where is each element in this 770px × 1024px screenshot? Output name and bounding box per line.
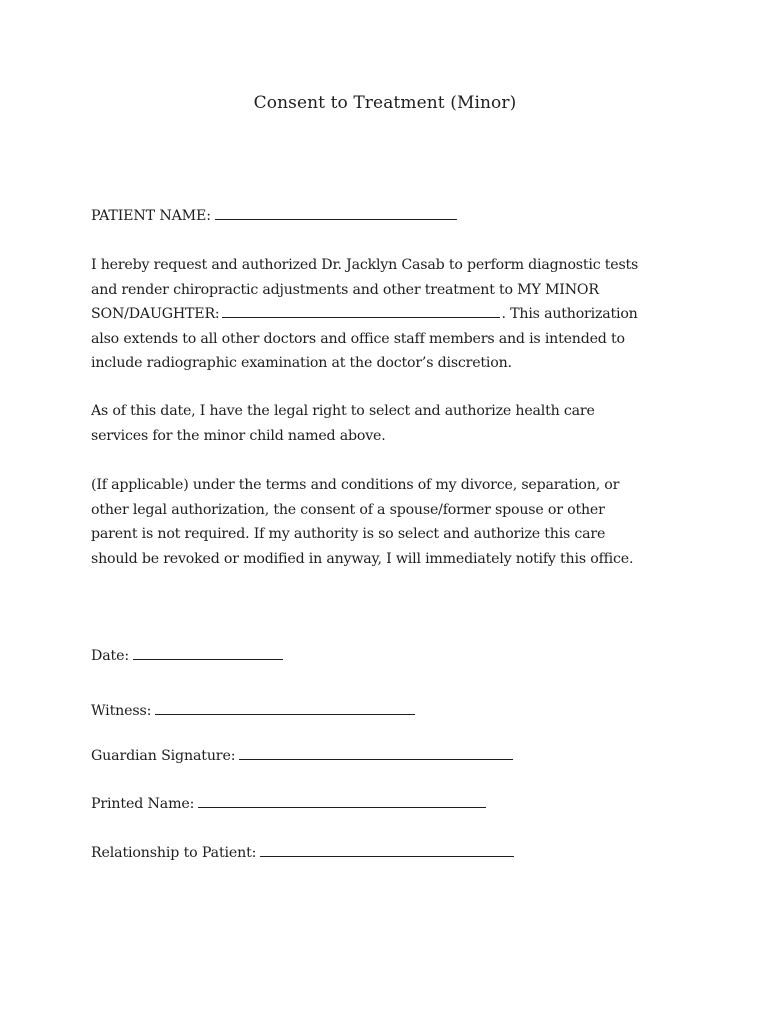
- son-daughter-field[interactable]: [222, 303, 500, 318]
- witness-field[interactable]: [155, 700, 415, 715]
- relationship-row: [91, 842, 514, 861]
- printed-name-field[interactable]: [198, 793, 486, 808]
- paragraph-line: As of this date, I have the legal right to select and authorize health care: [91, 403, 595, 419]
- relationship-field[interactable]: [260, 842, 514, 857]
- relationship-label: Relationship to Patient:: [91, 845, 257, 861]
- paragraph-line: also extends to all other doctors and office staff members and is intended to: [91, 330, 625, 347]
- patient-name-label: PATIENT NAME:: [91, 208, 211, 224]
- paragraph-line: and render chiropractic adjustments and other treatment to MY MINOR: [91, 281, 599, 298]
- date-row: [91, 645, 283, 664]
- guardian-signature-field[interactable]: [239, 745, 513, 760]
- patient-name-row: [91, 205, 457, 224]
- guardian-signature-row: [91, 745, 513, 764]
- date-label: Date:: [91, 648, 129, 664]
- paragraph-line: services for the minor child named above.: [91, 427, 386, 444]
- witness-label: Witness:: [91, 703, 152, 719]
- printed-name-row: [91, 793, 486, 812]
- legal-right-paragraph: [91, 399, 691, 448]
- paragraph-line: other legal authorization, the consent of a spouse/former spouse or other: [91, 501, 605, 518]
- patient-name-field[interactable]: [215, 205, 457, 220]
- paragraph-line: parent is not required. If my authority is so select and authorize this care: [91, 526, 606, 542]
- divorce-terms-paragraph: [91, 473, 691, 571]
- paragraph-line: include radiographic examination at the doctor’s discretion.: [91, 355, 512, 371]
- printed-name-label: Printed Name:: [91, 796, 195, 812]
- paragraph-line-suffix: . This authorization: [501, 306, 638, 322]
- witness-row: [91, 700, 415, 719]
- paragraph-line: I hereby request and authorized Dr. Jacklyn Casab to perform diagnostic tests: [91, 257, 639, 273]
- document-title: Consent to Treatment (Minor): [253, 93, 517, 113]
- paragraph-line-with-blank: [91, 302, 691, 327]
- date-field[interactable]: [133, 645, 283, 660]
- authorization-paragraph: [91, 253, 691, 376]
- son-daughter-label: SON/DAUGHTER:: [91, 306, 220, 322]
- guardian-signature-label: Guardian Signature:: [91, 748, 236, 764]
- paragraph-line: should be revoked or modified in anyway, I will immediately notify this office.: [91, 550, 634, 567]
- paragraph-line: (If applicable) under the terms and conditions of my divorce, separation, or: [91, 477, 620, 493]
